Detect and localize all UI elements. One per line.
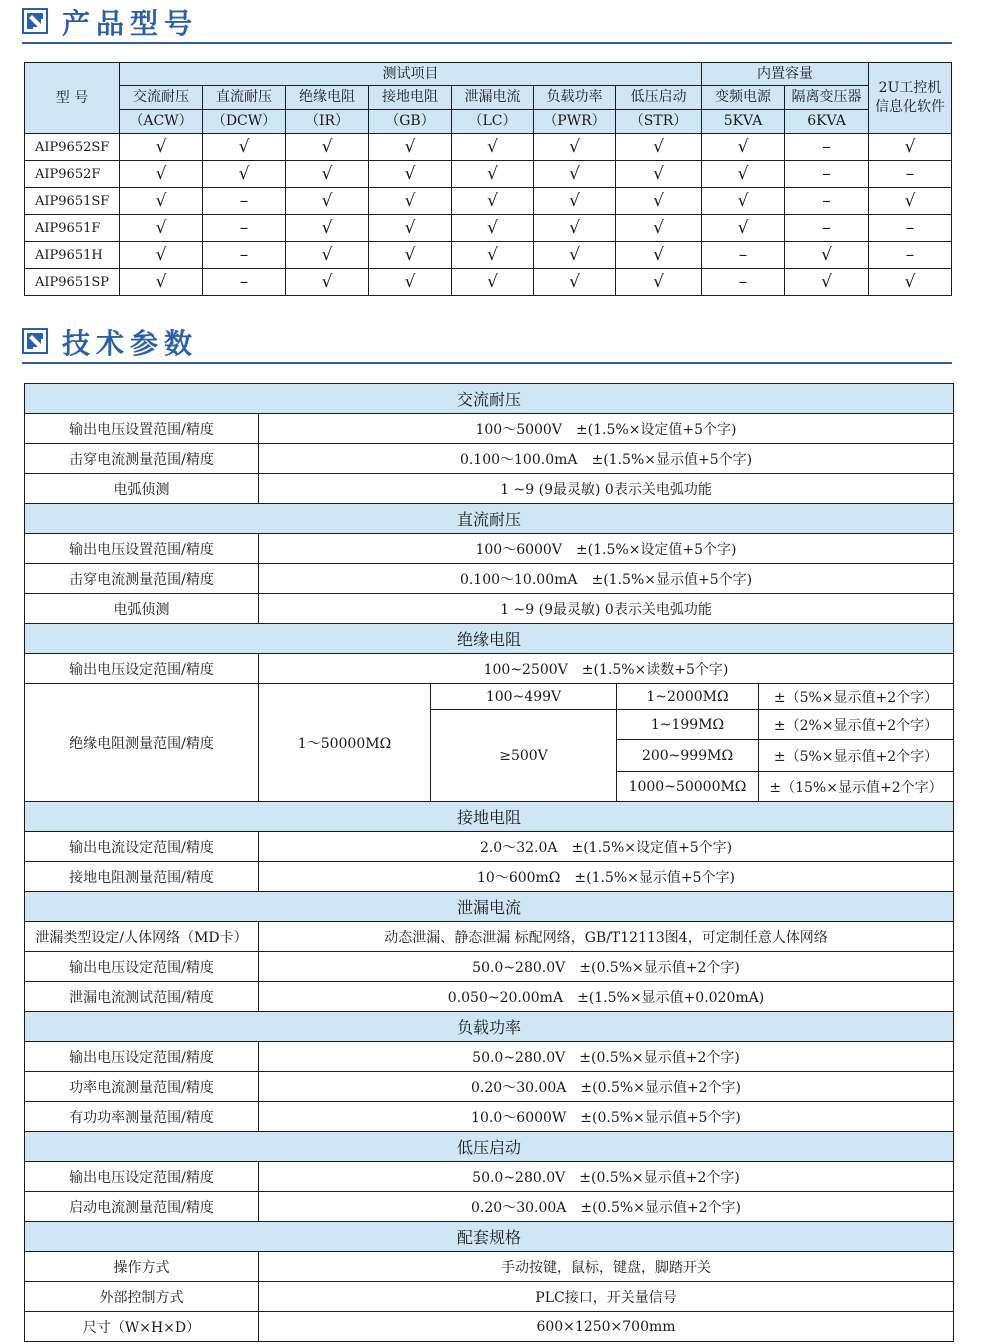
- model-name: AIP9651SP: [25, 269, 120, 296]
- spec-value: 600×1250×700mm: [259, 1312, 954, 1342]
- software-header-line1: 2U工控机: [878, 80, 942, 96]
- category-acw: 交流耐压: [25, 384, 954, 414]
- col-code: （ACW）: [120, 110, 203, 134]
- support-mark: √: [452, 215, 534, 242]
- table-row: [25, 269, 952, 296]
- category-ir: 绝缘电阻: [25, 624, 954, 654]
- support-mark: –: [702, 269, 785, 296]
- software-header-line2: 信息化软件: [875, 99, 946, 115]
- spec-value: 0.20～30.00A ±(0.5%×显示值+2个字): [259, 1072, 954, 1102]
- spec-label: 击穿电流测量范围/精度: [25, 564, 259, 594]
- spec-value: 50.0~280.0V ±(0.5%×显示值+2个字): [259, 1162, 954, 1192]
- ir-sub-accuracy: ±（15%×显示值+2个字）: [759, 772, 954, 802]
- col-name: 接地电阻: [369, 86, 452, 110]
- section-divider: [22, 42, 952, 44]
- support-mark: √: [702, 134, 785, 161]
- support-mark: √: [369, 188, 452, 215]
- specs-section-title: 技术参数: [62, 327, 199, 360]
- spec-label: 泄漏类型设定/人体网络（MD卡）: [25, 922, 259, 952]
- spec-label: 操作方式: [25, 1252, 259, 1282]
- support-mark: √: [369, 269, 452, 296]
- spec-label: 击穿电流测量范围/精度: [25, 444, 259, 474]
- ir-sub-accuracy: ±（5%×显示值+2个字）: [759, 740, 954, 772]
- products-section-title: 产品型号: [62, 7, 199, 40]
- table-row: [25, 242, 952, 269]
- model-name: AIP9651SF: [25, 188, 120, 215]
- model-name: AIP9652SF: [25, 134, 120, 161]
- support-mark: √: [616, 188, 702, 215]
- spec-label: 外部控制方式: [25, 1282, 259, 1312]
- ir-sub-accuracy: ±（5%×显示值+2个字）: [759, 684, 954, 710]
- category-pwr: 负载功率: [25, 1012, 954, 1042]
- support-mark: √: [369, 242, 452, 269]
- support-mark: –: [785, 188, 869, 215]
- model-header: 型 号: [25, 63, 120, 134]
- spec-value: 0.100～100.0mA ±(1.5%×显示值+5个字): [259, 444, 954, 474]
- col-code: （LC）: [452, 110, 534, 134]
- support-mark: √: [785, 269, 869, 296]
- spec-label: 电弧侦测: [25, 474, 259, 504]
- support-mark: √: [616, 269, 702, 296]
- support-mark: √: [869, 269, 952, 296]
- support-mark: –: [203, 242, 286, 269]
- support-mark: √: [702, 161, 785, 188]
- support-mark: √: [369, 161, 452, 188]
- support-mark: √: [286, 188, 369, 215]
- category-dcw: 直流耐压: [25, 504, 954, 534]
- support-mark: √: [286, 269, 369, 296]
- spec-value: 0.100～10.00mA ±(1.5%×显示值+5个字): [259, 564, 954, 594]
- support-mark: √: [286, 215, 369, 242]
- ir-sub-range: 1~199MΩ: [617, 710, 759, 740]
- product-table-body: [25, 134, 952, 296]
- col-name: 泄漏电流: [452, 86, 534, 110]
- model-name: AIP9651F: [25, 215, 120, 242]
- capacity-header: 内置容量: [702, 63, 869, 86]
- support-mark: –: [203, 269, 286, 296]
- support-mark: √: [534, 161, 616, 188]
- support-mark: √: [286, 161, 369, 188]
- support-mark: √: [534, 269, 616, 296]
- support-mark: √: [120, 242, 203, 269]
- spec-label: 有功功率测量范围/精度: [25, 1102, 259, 1132]
- table-row: [25, 188, 952, 215]
- spec-value: 10.0～6000W ±(0.5%×显示值+5个字): [259, 1102, 954, 1132]
- support-mark: –: [785, 215, 869, 242]
- model-name: AIP9651H: [25, 242, 120, 269]
- support-mark: √: [534, 188, 616, 215]
- col-code: （GB）: [369, 110, 452, 134]
- support-mark: –: [785, 161, 869, 188]
- spec-value: 10～600mΩ ±(1.5%×显示值+5个字): [259, 862, 954, 892]
- col-code: （IR）: [286, 110, 369, 134]
- support-mark: √: [702, 215, 785, 242]
- technical-spec-table: [24, 383, 954, 1342]
- support-mark: √: [369, 134, 452, 161]
- support-mark: √: [203, 161, 286, 188]
- spec-label: 输出电压设置范围/精度: [25, 414, 259, 444]
- section-divider: [22, 362, 952, 364]
- col-name: 变频电源: [702, 86, 785, 110]
- support-mark: √: [286, 134, 369, 161]
- ir-sub-range: 200~999MΩ: [617, 740, 759, 772]
- spec-value: 1 ~9 (9最灵敏) 0表示关电弧功能: [259, 594, 954, 624]
- support-mark: –: [203, 188, 286, 215]
- support-mark: √: [452, 161, 534, 188]
- support-mark: √: [286, 242, 369, 269]
- support-mark: √: [616, 242, 702, 269]
- support-mark: –: [869, 161, 952, 188]
- product-model-table: [24, 62, 952, 296]
- spec-label: 启动电流测量范围/精度: [25, 1192, 259, 1222]
- spec-label: 输出电压设置范围/精度: [25, 534, 259, 564]
- spec-label: 功率电流测量范围/精度: [25, 1072, 259, 1102]
- col-name: 交流耐压: [120, 86, 203, 110]
- support-mark: –: [869, 215, 952, 242]
- ir-measure-range: 1～50000MΩ: [259, 684, 431, 802]
- category-str: 低压启动: [25, 1132, 954, 1162]
- spec-label: 输出电压设定范围/精度: [25, 1162, 259, 1192]
- support-mark: √: [120, 215, 203, 242]
- support-mark: –: [785, 134, 869, 161]
- spec-value: 100~2500V ±(1.5%×读数+5个字): [259, 654, 954, 684]
- software-header: [869, 63, 952, 134]
- support-mark: √: [616, 215, 702, 242]
- spec-value: 手动按键，鼠标，键盘，脚踏开关: [259, 1252, 954, 1282]
- col-code: 5KVA: [702, 110, 785, 134]
- spec-label: 尺寸（W×H×D）: [25, 1312, 259, 1342]
- spec-value: 50.0~280.0V ±(0.5%×显示值+2个字): [259, 952, 954, 982]
- table-row: [25, 134, 952, 161]
- arrow-corner-icon: [22, 8, 48, 34]
- support-mark: √: [452, 242, 534, 269]
- support-mark: √: [120, 269, 203, 296]
- spec-label: 输出电流设定范围/精度: [25, 832, 259, 862]
- table-row: [25, 215, 952, 242]
- col-name: 低压启动: [616, 86, 702, 110]
- spec-label: 泄漏电流测试范围/精度: [25, 982, 259, 1012]
- support-mark: √: [616, 161, 702, 188]
- spec-label: 绝缘电阻测量范围/精度: [25, 684, 259, 802]
- ir-voltage-high: ≥500V: [431, 710, 617, 802]
- spec-value: 50.0~280.0V ±(0.5%×显示值+2个字): [259, 1042, 954, 1072]
- col-name: 直流耐压: [203, 86, 286, 110]
- spec-value: 100～5000V ±(1.5%×设定值+5个字): [259, 414, 954, 444]
- table-row: [25, 161, 952, 188]
- col-name: 负载功率: [534, 86, 616, 110]
- spec-value: 2.0～32.0A ±(1.5%×设定值+5个字): [259, 832, 954, 862]
- spec-value: 0.20～30.00A ±(0.5%×显示值+2个字): [259, 1192, 954, 1222]
- spec-label: 接地电阻测量范围/精度: [25, 862, 259, 892]
- spec-value: PLC接口，开关量信号: [259, 1282, 954, 1312]
- spec-value: 动态泄漏、静态泄漏 标配网络，GB/T12113图4，可定制任意人体网络: [259, 922, 954, 952]
- spec-value: 1 ~9 (9最灵敏) 0表示关电弧功能: [259, 474, 954, 504]
- spec-label: 电弧侦测: [25, 594, 259, 624]
- support-mark: √: [120, 134, 203, 161]
- support-mark: √: [869, 134, 952, 161]
- support-mark: √: [534, 134, 616, 161]
- support-mark: √: [702, 188, 785, 215]
- ir-sub-range: 1000~50000MΩ: [617, 772, 759, 802]
- support-mark: √: [452, 269, 534, 296]
- support-mark: √: [203, 134, 286, 161]
- support-mark: √: [120, 188, 203, 215]
- support-mark: √: [369, 215, 452, 242]
- support-mark: √: [534, 215, 616, 242]
- support-mark: √: [616, 134, 702, 161]
- support-mark: –: [702, 242, 785, 269]
- support-mark: √: [452, 134, 534, 161]
- arrow-corner-icon: [22, 328, 48, 354]
- spec-value: 100～6000V ±(1.5%×设定值+5个字): [259, 534, 954, 564]
- ir-sub-range: 1~2000MΩ: [617, 684, 759, 710]
- model-name: AIP9652F: [25, 161, 120, 188]
- ir-voltage-low: 100~499V: [431, 684, 617, 710]
- col-code: （DCW）: [203, 110, 286, 134]
- test-items-header: 测试项目: [120, 63, 702, 86]
- support-mark: √: [869, 188, 952, 215]
- support-mark: –: [203, 215, 286, 242]
- support-mark: √: [534, 242, 616, 269]
- col-name: 隔离变压器: [785, 86, 869, 110]
- category-lc: 泄漏电流: [25, 892, 954, 922]
- spec-label: 输出电压设定范围/精度: [25, 952, 259, 982]
- support-mark: √: [785, 242, 869, 269]
- col-code: （STR）: [616, 110, 702, 134]
- col-name: 绝缘电阻: [286, 86, 369, 110]
- col-code: （PWR）: [534, 110, 616, 134]
- spec-label: 输出电压设定范围/精度: [25, 1042, 259, 1072]
- spec-label: 输出电压设定范围/精度: [25, 654, 259, 684]
- ir-sub-accuracy: ±（2%×显示值+2个字）: [759, 710, 954, 740]
- support-mark: √: [120, 161, 203, 188]
- category-gb: 接地电阻: [25, 802, 954, 832]
- support-mark: –: [869, 242, 952, 269]
- category-config: 配套规格: [25, 1222, 954, 1252]
- spec-value: 0.050~20.00mA ±(1.5%×显示值+0.020mA): [259, 982, 954, 1012]
- support-mark: √: [452, 188, 534, 215]
- col-code: 6KVA: [785, 110, 869, 134]
